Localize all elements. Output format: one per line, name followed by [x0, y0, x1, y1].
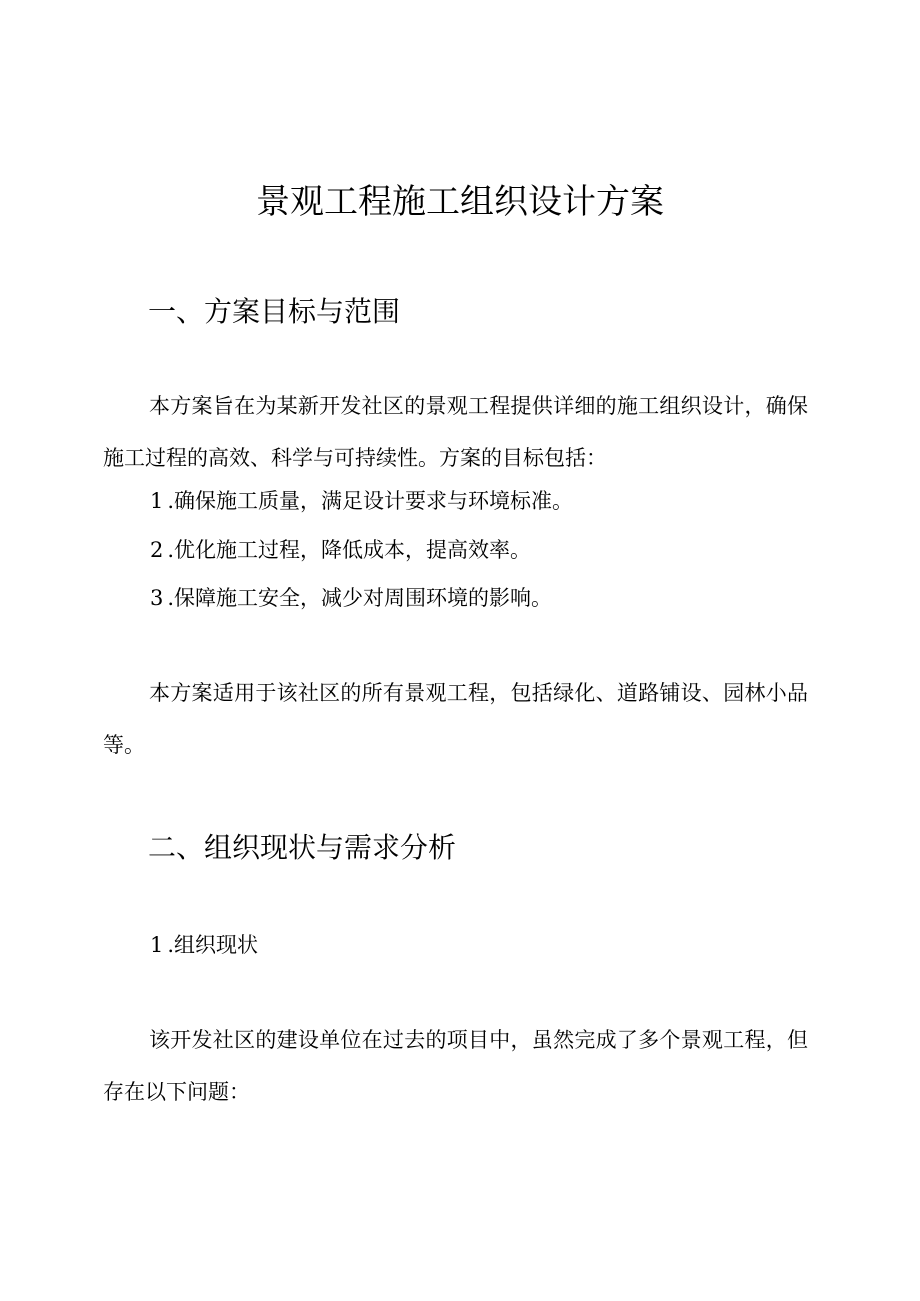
section-heading-status-analysis: 二、组织现状与需求分析	[148, 831, 457, 864]
goal-item-1	[150, 486, 573, 516]
scope-paragraph: 本方案适用于该社区的所有景观工程，包括绿化、道路铺设、园林小品等。	[103, 681, 808, 757]
goal-item-1-number: 1	[150, 489, 164, 513]
goal-item-2	[150, 535, 531, 565]
goal-item-2-number: 2	[150, 538, 164, 562]
status-paragraph: 该开发社区的建设单位在过去的项目中，虽然完成了多个景观工程，但存在以下问题：	[103, 1028, 808, 1104]
goal-item-3	[150, 583, 552, 613]
subsection-heading-status	[150, 930, 258, 960]
subsection-number: 1	[150, 933, 164, 957]
intro-paragraph: 本方案旨在为某新开发社区的景观工程提供详细的施工组织设计，确保施工过程的高效、科学与可持续性。方案的目标包括：	[103, 394, 808, 470]
subsection-title: .组织现状	[167, 933, 259, 957]
document-title: 景观工程施工组织设计方案	[256, 182, 664, 222]
goal-item-3-text: .保障施工安全，减少对周围环境的影响。	[167, 586, 553, 610]
goal-item-1-text: .确保施工质量，满足设计要求与环境标准。	[167, 489, 574, 513]
goal-item-2-text: .优化施工过程，降低成本，提高效率。	[167, 538, 532, 562]
section-heading-goals-scope: 一、方案目标与范围	[148, 295, 401, 328]
goal-item-3-number: 3	[150, 586, 164, 610]
